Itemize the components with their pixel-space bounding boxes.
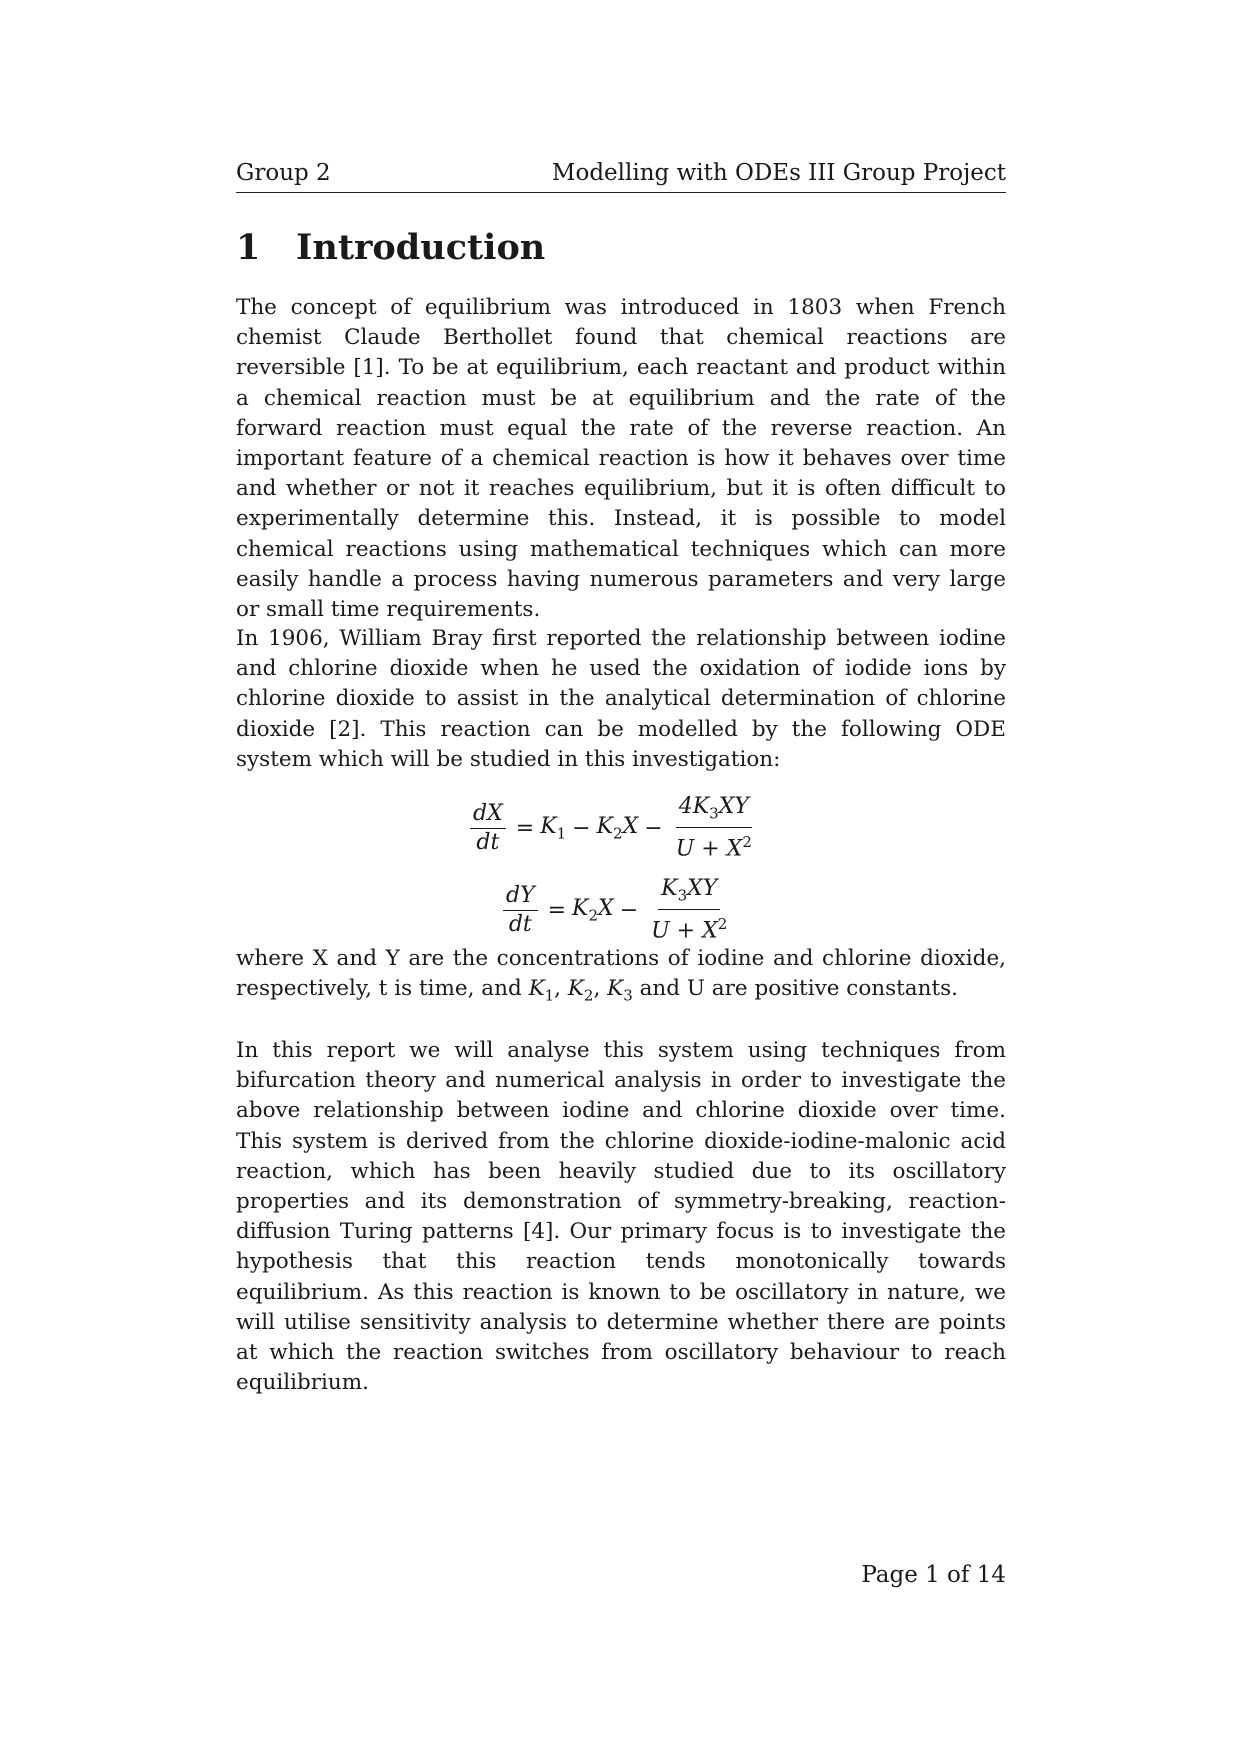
lhs-fraction <box>503 882 538 939</box>
page-number: Page 1 of 14 <box>861 1562 1006 1588</box>
term-k2x: $K_2X$ <box>572 896 614 925</box>
equals-sign: = <box>515 815 535 841</box>
page-header <box>236 156 1006 193</box>
variables-text: where X and Y are the concentrations of iodine and chlorine dioxide, respectively, t is time, and <box>236 946 1006 1002</box>
paragraph-variables: where X and Y are the concentrations of iodine and chlorine dioxide, respectively, t is time, and $K_1$, $K_2$, $K_3$ and U are positive constants. <box>236 946 1006 1005</box>
section-number: 1 <box>236 227 261 268</box>
rhs-denominator: $U + X^2$ <box>675 833 752 862</box>
rhs-numerator: $K_3XY$ <box>658 875 720 910</box>
rhs-fraction <box>673 793 755 864</box>
term-k2x: $K_2X$ <box>596 814 639 843</box>
lhs-denominator: dt <box>476 829 500 855</box>
paragraph-equilibrium: The concept of equilibrium was introduced in 1803 when French chemist Claude Berthollet found that chemical reactions are reversible [1]. To be at equilibrium, each reactant and product within a chemical reaction must be at equilibrium and the rate of the forward reaction must equal the rate of the reverse reaction. An important feature of a chemical reaction is how it behaves over time and whether or not it reaches equilibrium, but it is often difficult to experimentally determine this. Instead, it is possible to model chemical reactions using mathematical techniques which can more easily handle a process having numerous parameters and very large or small time requirements. <box>236 295 1006 623</box>
minus-sign: − <box>644 815 663 841</box>
lhs-numerator: dY <box>506 882 535 908</box>
equation-dx-dt <box>466 793 759 864</box>
paragraph-report-aims: In this report we will analyse this system using techniques from bifurcation theory and numerical analysis in order to investigate the above relationship between iodine and chlorine dioxide over time. This system is derived from the chlorine dioxide-iodine-malonic acid reaction, which has been heavily studied due to its oscillatory properties and its demonstration of symmetry-breaking, reaction-diffusion Turing patterns [4]. Our primary focus is to investigate the hypothesis that this reaction tends monotonically towards equilibrium. As this reaction is known to be oscillatory in nature, we will utilise sensitivity analysis to determine whether there are points at which the reaction switches from oscillatory behaviour to reach equilibrium. <box>236 1038 1006 1396</box>
minus-sign: − <box>619 897 639 923</box>
lhs-numerator: dX <box>473 800 503 826</box>
section-title: Introduction <box>296 227 546 268</box>
term-k1: $K_1$ <box>540 814 567 843</box>
header-project-title: Modelling with ODEs III Group Project <box>551 160 1006 186</box>
rhs-fraction <box>648 875 730 946</box>
lhs-fraction <box>470 800 506 857</box>
paragraph-bray: In 1906, William Bray first reported the relationship between iodine and chlorine dioxide when he used the oxidation of iodide ions by chlorine dioxide to assist in the analytical determination of chlorine dioxide [2]. This reaction can be modelled by the following ODE system which will be studied in this investigation: <box>236 626 1006 772</box>
equals-sign: = <box>547 897 567 923</box>
minus-sign: − <box>572 815 591 841</box>
rhs-numerator: $4K_3XY$ <box>676 793 752 828</box>
equation-dy-dt <box>499 875 734 946</box>
header-group-label: Group 2 <box>236 160 331 186</box>
lhs-denominator: dt <box>508 911 532 937</box>
section-heading <box>236 226 545 270</box>
rhs-denominator: $U + X^2$ <box>651 915 728 944</box>
variables-text-end: and U are positive constants. <box>632 976 958 1002</box>
